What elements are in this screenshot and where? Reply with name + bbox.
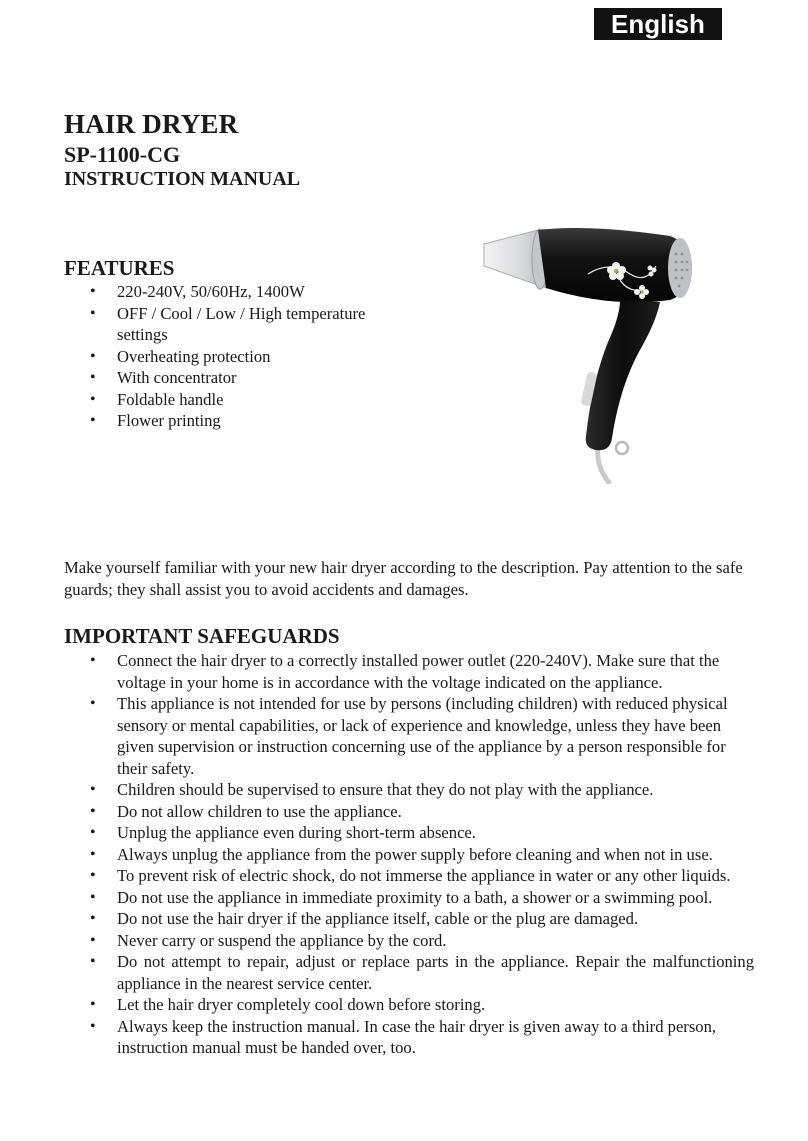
list-item: • Do not use the appliance in immediate proximity to a bath, a shower or a swimming pool.: [64, 887, 754, 909]
document-type: INSTRUCTION MANUAL: [64, 168, 301, 190]
list-item: • This appliance is not intended for use by persons (including children) with reduced physical sensory or mental capabilities, or lack of experience and knowledge, unless they have been given supervision or instruction concerning use of the appliance by a person responsible for their safety.: [64, 693, 754, 779]
list-item: • Do not use the hair dryer if the appliance itself, cable or the plug are damaged.: [64, 908, 754, 930]
safeguards-list: [64, 650, 754, 1059]
intro-paragraph: Make yourself familiar with your new hair dryer according to the description. Pay attention to the safe guards; they shall assist you to avoid accidents and damages.: [64, 558, 743, 599]
safeguards-heading: IMPORTANT SAFEGUARDS: [64, 624, 340, 648]
list-item: • Foldable handle: [64, 389, 404, 411]
list-item: • 220-240V, 50/60Hz, 1400W: [64, 281, 404, 303]
list-item: • To prevent risk of electric shock, do not immerse the appliance in water or any other liquids.: [64, 865, 754, 887]
list-item: • OFF / Cool / Low / High temperature settings: [64, 303, 404, 346]
list-item: • Children should be supervised to ensure that they do not play with the appliance.: [64, 779, 754, 801]
features-list: [64, 281, 404, 432]
list-item: • Do not allow children to use the appliance.: [64, 801, 754, 823]
language-badge: English: [594, 8, 722, 40]
hair-dryer-image: [470, 222, 700, 484]
list-item: • Overheating protection: [64, 346, 404, 368]
list-item: • Always unplug the appliance from the power supply before cleaning and when not in use.: [64, 844, 754, 866]
list-item: • Always keep the instruction manual. In case the hair dryer is given away to a third person, instruction manual must be handed over, too.: [64, 1016, 754, 1059]
list-item: • Flower printing: [64, 410, 404, 432]
list-item: • Let the hair dryer completely cool down before storing.: [64, 994, 754, 1016]
features-heading: FEATURES: [64, 256, 175, 280]
product-title: HAIR DRYER: [64, 109, 239, 139]
list-item: • Connect the hair dryer to a correctly installed power outlet (220-240V). Make sure that the voltage in your home is in accordance with the voltage indicated on the appliance.: [64, 650, 754, 693]
list-item: • Do not attempt to repair, adjust or replace parts in the appliance. Repair the malfunctioning appliance in the nearest service center.: [64, 951, 754, 994]
list-item: • Never carry or suspend the appliance by the cord.: [64, 930, 754, 952]
list-item: • Unplug the appliance even during short-term absence.: [64, 822, 754, 844]
list-item: • With concentrator: [64, 367, 404, 389]
model-number: SP-1100-CG: [64, 142, 181, 167]
